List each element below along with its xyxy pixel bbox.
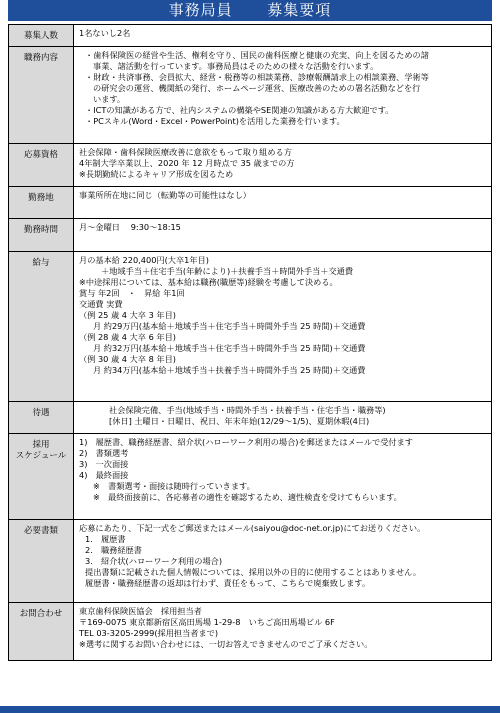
content-cell: [74, 219, 492, 252]
title-right: 募集要項: [267, 1, 332, 19]
recruit-count-value: 1名ないし2名: [79, 28, 131, 38]
duties-line: ・ICTの知識がある方で、社内システムの構築やSE関連の知識がある方大歓迎です。: [85, 105, 394, 115]
label-benefits: 待遇: [32, 408, 50, 418]
label-schedule-2: スケジュール: [15, 451, 67, 461]
schedule-line: 3) 一次面接: [79, 459, 129, 469]
title-left: 事務局員: [168, 1, 233, 19]
content-cell: [74, 252, 492, 402]
label-cell: [9, 252, 74, 402]
label-cell: [9, 520, 74, 603]
schedule-line: ※ 最終面接前に、各応募者の適性を確認するため、適性検査を受けてもらいます。: [93, 492, 402, 502]
benefits-line: 社会保険完備、手当(地域手当・時間外手当・扶養手当・住宅手当・職務等): [109, 405, 386, 415]
label-documents: 必要書類: [23, 526, 58, 536]
row-recruit-count: [9, 25, 492, 47]
label-cell: [9, 47, 74, 144]
page-title: [8, 0, 492, 21]
salary-line: 賞与 年2回 ・ 昇給 年1回: [79, 288, 185, 298]
content-cell: [74, 187, 492, 219]
row-documents: [9, 520, 492, 603]
qualification-line: 社会保障・歯科保険医療改善に意欲をもって取り組める方: [79, 147, 292, 157]
content-cell: [74, 144, 492, 187]
content-cell: [74, 47, 492, 144]
contact-line: 東京歯科保険医協会 採用担当者: [79, 606, 202, 616]
recruitment-table: [8, 24, 492, 661]
row-schedule: [9, 434, 492, 520]
duties-line: の研究会の運営、機関紙の発行、ホームページ運営、医療改善のための署名活動などを行: [93, 83, 421, 93]
content-cell: [74, 402, 492, 434]
salary-line: 交通費 実費: [79, 299, 123, 309]
title-gap: [233, 1, 268, 19]
row-hours: [9, 219, 492, 252]
contact-note: ※選考に関するお問い合わせには、一切お答えできませんのでご了承ください。: [79, 639, 373, 649]
salary-line: ＋地域手当＋住宅手当(年齢により)＋扶養手当＋時間外手当＋交通費: [101, 266, 354, 276]
qualification-line: 4年制大学卒業以上、2020 年 12 月時点で 35 歳までの方: [79, 158, 295, 168]
label-recruit-count: 募集人数: [23, 31, 58, 41]
label-qualification: 応募資格: [23, 150, 58, 160]
salary-line: ※中途採用については、基本給は職務(職歴等)経験を考慮して決める。: [79, 277, 338, 287]
documents-line: 2. 職務経歴書: [85, 545, 142, 555]
hours-value: 月～金曜日 9:30～18:15: [79, 222, 181, 232]
row-duties: [9, 47, 492, 144]
row-qualification: [9, 144, 492, 187]
label-cell: [9, 219, 74, 252]
content-cell: [74, 434, 492, 520]
row-location: [9, 187, 492, 219]
salary-line: 月 約29万円(基本給＋地域手当＋住宅手当＋時間外手当 25 時間)＋交通費: [93, 321, 366, 331]
salary-line: （例 28 歳 4 大卒 6 年目): [79, 332, 176, 342]
row-contact: [9, 603, 492, 661]
duties-line: ・財政・共済事務、会員拡大、経営・税務等の相談業務、診療報酬請求上の相談業務、学術等: [85, 72, 429, 82]
label-contact: お問合わせ: [19, 609, 63, 619]
documents-line: 提出書類に記載された個人情報については、採用以外の目的に使用することはありません。: [85, 567, 422, 577]
label-cell: [9, 603, 74, 661]
content-cell: [74, 520, 492, 603]
schedule-line: 1) 履歴書、職務経歴書、紹介状(ハローワーク利用の場合)を郵送またはメールで受付ます: [79, 437, 413, 447]
qualification-line: ※長期勤続によるキャリア形成を図るため: [79, 169, 234, 179]
documents-line: 3. 紹介状(ハローワーク利用の場合): [85, 556, 223, 566]
row-benefits: [9, 402, 492, 434]
salary-line: （例 25 歳 4 大卒 3 年目): [79, 310, 176, 320]
salary-line: 月 約32万円(基本給＋地域手当＋住宅手当＋時間外手当 25 時間)＋交通費: [93, 343, 366, 353]
label-cell: [9, 187, 74, 219]
label-schedule-1: 採用: [32, 440, 50, 450]
label-cell: [9, 402, 74, 434]
label-hours: 勤務時間: [23, 225, 58, 235]
documents-line: 応募にあたり、下記一式をご郵送またはメール(saiyou@doc-net.or.jp)にてお送りください。: [79, 523, 426, 533]
row-salary: [9, 252, 492, 402]
bottom-accent-bar: [0, 706, 500, 713]
location-value: 事業所所在地に同じ（転勤等の可能性はなし）: [79, 190, 251, 200]
schedule-line: ※ 書類選考・面接は随時行っていきます。: [93, 481, 255, 491]
label-cell: [9, 25, 74, 47]
content-cell: [74, 25, 492, 47]
schedule-line: 4) 最終面接: [79, 470, 129, 480]
contact-address: 〒169-0075 東京都新宿区高田馬場 1-29-8 いちご高田馬場ビル 6F: [79, 617, 335, 627]
salary-line: 月の基本給 220,400円(大卒1年目): [79, 255, 209, 265]
duties-line: ・歯科保険医の経営や生活、権利を守り、国民の歯科医療と健康の充実、向上を図るための諸: [85, 50, 429, 60]
documents-line: 1. 履歴書: [85, 534, 126, 544]
duties-line: います。: [93, 94, 126, 104]
salary-line: （例 30 歳 4 大卒 8 年目): [79, 354, 176, 364]
label-duties: 職務内容: [23, 53, 58, 63]
benefits-line: [休日] 土曜日・日曜日、祝日、年末年始(12/29～1/5)、夏期休暇(4日): [109, 416, 370, 426]
salary-line: 月 約34万円(基本給＋地域手当＋扶養手当＋時間外手当 25 時間)＋交通費: [93, 365, 366, 375]
label-location: 勤務地: [28, 193, 54, 203]
documents-line: 履歴書・職務経歴書の返却は行わず、責任をもって、こちらで廃棄致します。: [85, 578, 371, 588]
label-salary: 給与: [32, 258, 50, 268]
duties-line: ・PCスキル(Word・Excel・PowerPoint)を活用した業務を行います。: [85, 116, 345, 126]
contact-phone: TEL 03-3205-2999(採用担当者まで): [79, 628, 219, 638]
content-cell: [74, 603, 492, 661]
label-cell: [9, 144, 74, 187]
schedule-line: 2) 書類選考: [79, 448, 129, 458]
duties-line: 事業、諸活動を行っています。事務局員はそのための様々な活動を行います。: [93, 61, 379, 71]
label-cell: [9, 434, 74, 520]
